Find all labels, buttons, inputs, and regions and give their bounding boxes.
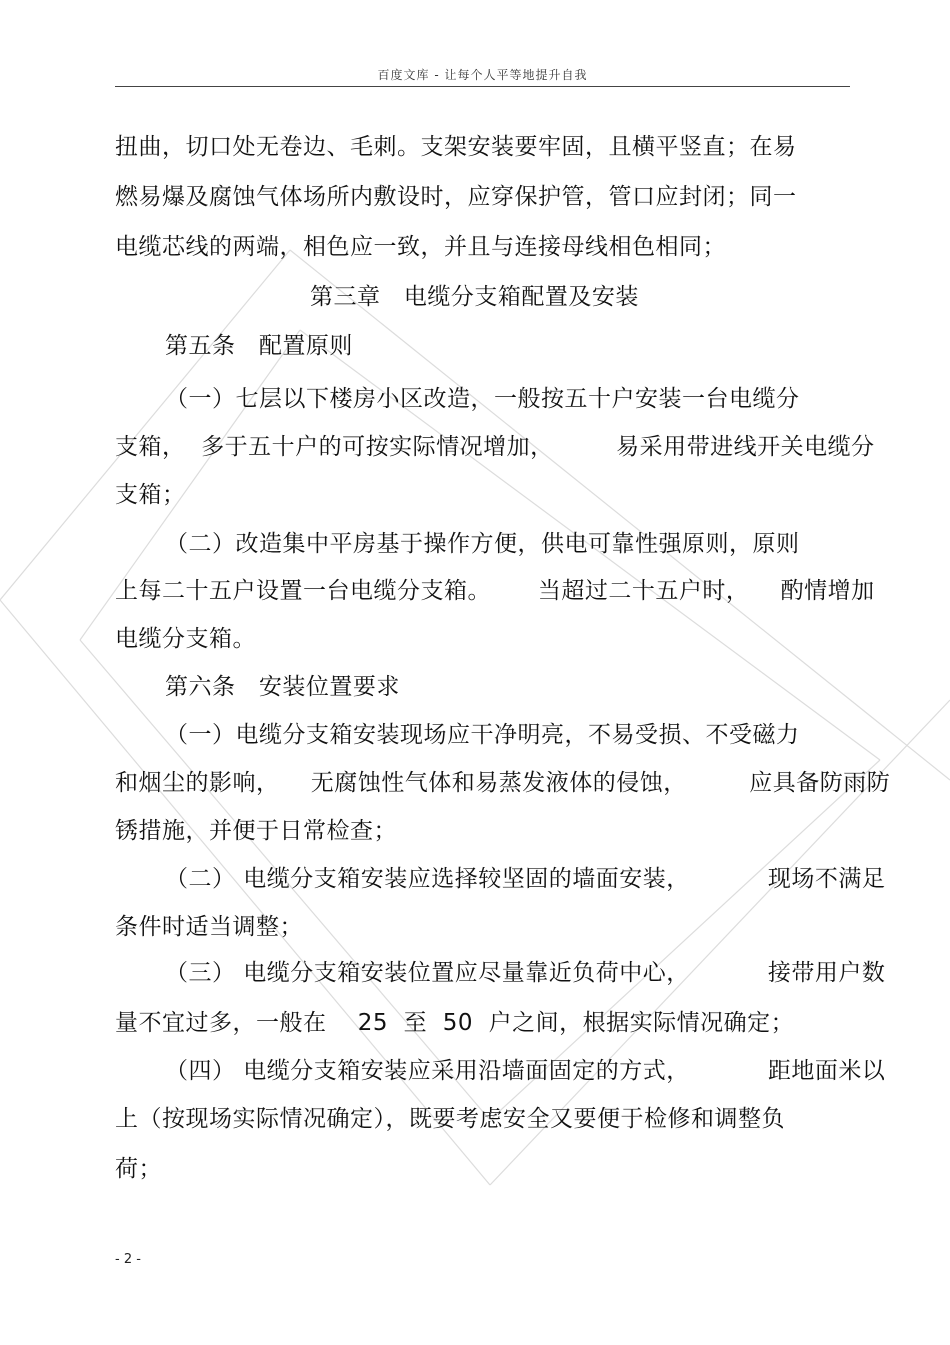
text-line: 电缆分支箱。 <box>115 626 256 652</box>
page-header: 百度文库 - 让每个人平等地提升自我 <box>377 68 588 82</box>
text-line: 荷； <box>115 1156 162 1182</box>
text-line: 燃易爆及腐蚀气体场所内敷设时，应穿保护管，管口应封闭；同一 <box>115 184 797 210</box>
page-number: - 2 - <box>115 1252 141 1267</box>
text-line: （一）电缆分支箱安装现场应干净明亮，不易受损、不受磁力 <box>165 722 800 748</box>
text-line: 电缆芯线的两端，相色应一致，并且与连接母线相色相同； <box>115 234 726 260</box>
text-line: （四） 电缆分支箱安装应采用沿墙面固定的方式， 距地面米以 <box>165 1058 886 1084</box>
article-heading: 第五条 配置原则 <box>165 333 353 359</box>
text-line: 上（按现场实际情况确定），既要考虑安全又要便于检修和调整负 <box>115 1106 785 1132</box>
text-line: 锈措施，并便于日常检查； <box>115 818 397 844</box>
header-divider <box>115 86 850 87</box>
text-line: 支箱； <box>115 482 186 508</box>
text-line: 扭曲，切口处无卷边、毛刺。支架安装要牢固，且横平竖直；在易 <box>115 134 797 160</box>
text-line: 条件时适当调整； <box>115 914 303 940</box>
text-line: 和烟尘的影响， 无腐蚀性气体和易蒸发液体的侵蚀， 应具备防雨防 <box>115 770 891 796</box>
text-line: （二） 电缆分支箱安装应选择较坚固的墙面安装， 现场不满足 <box>165 866 886 892</box>
chapter-heading: 第三章 电缆分支箱配置及安装 <box>310 284 639 310</box>
text-line: 量不宜过多，一般在 25 至 50 户之间，根据实际情况确定； <box>115 1010 795 1036</box>
text-line: （二）改造集中平房基于操作方便，供电可靠性强原则，原则 <box>165 531 800 557</box>
text-line: （一）七层以下楼房小区改造，一般按五十户安装一台电缆分 <box>165 386 800 412</box>
text-line: （三） 电缆分支箱安装位置应尽量靠近负荷中心， 接带用户数 <box>165 960 886 986</box>
text-line: 支箱， 多于五十户的可按实际情况增加， 易采用带进线开关电缆分 <box>115 434 875 460</box>
article-heading: 第六条 安装位置要求 <box>165 674 400 700</box>
text-line: 上每二十五户设置一台电缆分支箱。 当超过二十五户时， 酌情增加 <box>115 578 875 604</box>
